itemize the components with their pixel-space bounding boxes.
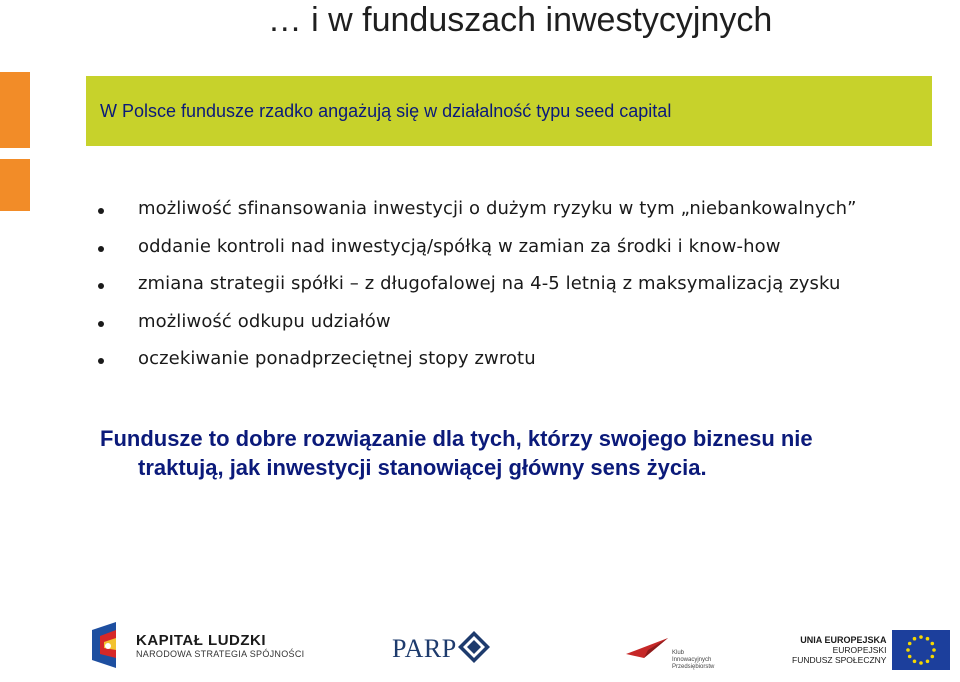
bullet-text: możliwość sfinansowania inwestycji o dużym ryzyku w tym „niebankowalnych” [138,198,857,219]
bullet-text: zmiana strategii spółki – z długofalowej na 4-5 letnią z maksymalizacją zysku [138,273,841,294]
klub-line-2: Innowacyjnych [672,657,712,663]
accent-bar-top [0,72,30,148]
bullet-item [96,311,956,349]
kapital-ludzki-title: KAPITAŁ LUDZKI [136,631,267,649]
conclusion-line-2: traktują, jak inwestycji stanowiącej główny sens życia. [138,455,707,480]
bullet-item [96,348,956,386]
klub-logo [624,624,714,671]
bullet-dot-icon [98,358,104,364]
bullet-dot-icon [98,208,104,214]
accent-bar-bottom [0,159,30,211]
klub-line-1: Klub [672,650,685,656]
slide-title: … i w funduszach inwestycyjnych [267,1,773,39]
klub-line-3: Przedsiębiorstw [672,664,715,670]
parp-mark-icon [457,630,491,664]
conclusion-line-1: Fundusze to dobre rozwiązanie dla tych, którzy swojego biznesu nie [100,426,813,451]
bullet-text: oddanie kontroli nad inwestycją/spółką w zamian za środki i know-how [138,235,781,257]
eu-flag-icon [892,630,950,670]
kapital-ludzki-subtitle: NARODOWA STRATEGIA SPÓJNOŚCI [136,648,305,659]
conclusion-text [100,424,920,482]
bullet-text: możliwość odkupu udziałów [138,310,391,332]
ue-line-2: EUROPEJSKI [832,645,887,655]
bullet-item [96,236,956,274]
paper-plane-icon [624,636,670,660]
bullet-item [96,198,956,236]
parp-logo-text: PARP [392,634,457,663]
ue-line-1: UNIA EUROPEJSKA [800,635,887,645]
bullet-dot-icon [98,321,104,327]
kapital-ludzki-logo [88,620,304,670]
bullet-item [96,273,956,311]
ue-logo [792,630,950,670]
bullet-dot-icon [98,246,104,252]
banner-text: W Polsce fundusze rzadko angażują się w działalność typu seed capital [100,100,672,121]
highlight-banner [86,76,932,146]
bullet-text: oczekiwanie ponadprzeciętnej stopy zwrotu [138,348,536,369]
footer-logos [0,610,960,682]
ue-line-3: FUNDUSZ SPOŁECZNY [792,655,887,665]
kapital-ludzki-icon [88,620,128,670]
bullet-dot-icon [98,283,104,289]
bullet-list [96,198,956,386]
